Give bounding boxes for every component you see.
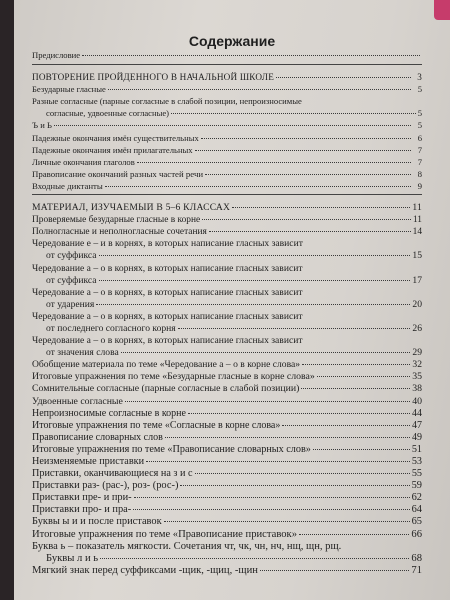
toc-entry-title: МАТЕРИАЛ, ИЗУЧАЕМЫЙ В 5–6 КЛАССАХ bbox=[32, 203, 231, 214]
toc-entry bbox=[32, 83, 422, 95]
leader-dots bbox=[171, 113, 416, 114]
leader-dots bbox=[105, 186, 411, 187]
toc-entry-title: Правописание окончаний разных частей речи bbox=[32, 168, 204, 179]
toc-entry-title: Полногласные и неполногласные сочетания bbox=[32, 227, 207, 238]
toc-page-number: 53 bbox=[411, 456, 422, 467]
toc-entry bbox=[32, 455, 422, 467]
toc-page-number: 5 bbox=[417, 84, 422, 95]
toc-page-number: 5 bbox=[417, 120, 422, 131]
toc-entry-continuation-text: согласные, удвоенные согласные) bbox=[46, 108, 170, 119]
toc-entry-title: Мягкий знак перед суффиксами -щик, -щиц, -щин bbox=[32, 565, 258, 576]
toc-page-number: 65 bbox=[411, 516, 422, 528]
toc-entry-title: Приставки про- и пра- bbox=[32, 505, 132, 516]
toc-page-number: 38 bbox=[412, 383, 422, 395]
toc-entry bbox=[32, 179, 422, 191]
toc-page-number: 59 bbox=[411, 480, 422, 492]
toc-page-number: 11 bbox=[412, 202, 422, 214]
toc-entry-continuation bbox=[32, 250, 422, 262]
toc-entry-title: Проверяемые безударные гласные в корне bbox=[32, 215, 201, 226]
toc-entry-title: Буквы л и ь bbox=[46, 553, 99, 564]
leader-dots bbox=[202, 219, 411, 220]
toc-entry bbox=[32, 468, 422, 480]
toc-page-number: 7 bbox=[417, 144, 422, 155]
leader-dots bbox=[137, 162, 411, 163]
toc-entry bbox=[32, 167, 422, 179]
toc-entry-title: Безударные гласные bbox=[32, 84, 106, 95]
toc-entry-title: Удвоенные согласные bbox=[32, 396, 123, 407]
toc-section-heading bbox=[32, 201, 422, 213]
leader-dots bbox=[205, 174, 411, 175]
toc-entry bbox=[32, 419, 422, 431]
book-page bbox=[14, 0, 450, 600]
leader-dots bbox=[146, 461, 410, 462]
toc-page-number: 71 bbox=[411, 564, 422, 576]
toc-entry-continuation bbox=[32, 107, 422, 119]
toc-entry-title: Входные диктанты bbox=[32, 180, 103, 191]
leader-dots bbox=[317, 376, 410, 377]
toc-entry-title: Итоговые упражнения по теме «Правописание приставок» bbox=[32, 529, 298, 540]
leader-dots bbox=[195, 150, 411, 151]
leader-dots bbox=[299, 534, 409, 535]
toc-page-number: 55 bbox=[411, 468, 422, 480]
toc-page-number: 20 bbox=[412, 298, 422, 310]
leader-dots bbox=[188, 413, 410, 414]
toc-entry-title: Буквы ы и и после приставок bbox=[32, 517, 162, 528]
section-divider bbox=[32, 194, 422, 195]
toc-entry bbox=[32, 407, 422, 419]
leader-dots bbox=[195, 473, 410, 474]
page-tab-marker bbox=[434, 0, 450, 20]
toc-entry bbox=[32, 395, 422, 407]
toc-entry bbox=[32, 492, 422, 504]
toc-page-number: 17 bbox=[412, 274, 422, 286]
toc-entry-title: Чередование а – о в корнях, в которых написание гласных зависит bbox=[32, 287, 303, 298]
toc-entry-continuation bbox=[32, 322, 422, 334]
leader-dots bbox=[302, 364, 410, 365]
toc-entry-title: Чередование а – о в корнях, в которых написание гласных зависит bbox=[32, 263, 303, 274]
toc-page-number: 11 bbox=[412, 215, 422, 226]
leader-dots bbox=[282, 425, 410, 426]
toc-entry bbox=[32, 359, 422, 371]
toc-entry-title: Сомнительные согласные (парные согласные в слабой позиции) bbox=[32, 384, 300, 395]
toc-entry-title: Приставки раз- (рас-), роз- (рос-) bbox=[32, 481, 179, 492]
toc-page-number: 26 bbox=[412, 322, 422, 334]
toc-entry bbox=[32, 564, 422, 576]
toc-entry-title: Обобщение материала по теме «Чередование а – о в корне слова» bbox=[32, 360, 301, 371]
toc-entry bbox=[32, 262, 422, 274]
leader-dots bbox=[180, 485, 409, 486]
leader-dots bbox=[260, 570, 410, 571]
toc-page-number: 68 bbox=[411, 552, 422, 564]
toc-entry bbox=[32, 552, 422, 564]
toc-entry bbox=[32, 516, 422, 528]
toc-entry-title: Ъ и Ь bbox=[32, 120, 52, 131]
toc-entry-title: Чередование а – о в корнях, в которых написание гласных зависит bbox=[32, 336, 303, 347]
leader-dots bbox=[121, 352, 411, 353]
toc-entry bbox=[32, 226, 422, 238]
toc-entry bbox=[32, 431, 422, 443]
toc-entry-title: ПОВТОРЕНИЕ ПРОЙДЕННОГО В НАЧАЛЬНОЙ ШКОЛЕ bbox=[32, 72, 275, 83]
page-title: Содержание bbox=[188, 33, 276, 49]
toc-entry-continuation-text: от последнего согласного корня bbox=[46, 322, 176, 334]
toc-entry bbox=[32, 143, 422, 155]
leader-dots bbox=[82, 55, 420, 56]
leader-dots bbox=[178, 328, 411, 329]
toc-page-number: 15 bbox=[412, 250, 422, 262]
toc-entry-continuation-text: от суффикса bbox=[46, 250, 97, 262]
leader-dots bbox=[125, 401, 410, 402]
toc-entry bbox=[32, 504, 422, 516]
toc-page-number: 5 bbox=[417, 108, 422, 119]
toc-entry-title: Итоговые упражнения по теме «Правописание словарных слов» bbox=[32, 444, 311, 455]
toc-page-number: 7 bbox=[417, 156, 422, 167]
toc-entry-continuation-text: от суффикса bbox=[46, 274, 97, 286]
toc-entry-title: Буква ь – показатель мягкости. Сочетания чт, чк, чн, нч, нщ, щн, рщ. bbox=[32, 541, 342, 552]
toc-page-number: 29 bbox=[412, 347, 422, 359]
toc-entry bbox=[32, 371, 422, 383]
toc-entry-title: Непроизносимые согласные в корне bbox=[32, 408, 186, 419]
toc-entry-title: Итоговые упражнения по теме «Согласные в корне слова» bbox=[32, 420, 281, 431]
leader-dots bbox=[313, 449, 410, 450]
leader-dots bbox=[232, 207, 410, 208]
toc-entry bbox=[32, 443, 422, 455]
toc-entry bbox=[32, 155, 422, 167]
toc-entry-title: Неизменяемые приставки bbox=[32, 457, 145, 467]
leader-dots bbox=[108, 89, 411, 90]
toc-entry bbox=[32, 310, 422, 322]
toc-page-number: 64 bbox=[411, 504, 422, 516]
toc-page-number: 32 bbox=[412, 359, 422, 371]
toc-entry-continuation bbox=[32, 274, 422, 286]
toc-entry bbox=[32, 131, 422, 143]
toc-entry-continuation bbox=[32, 347, 422, 359]
toc-page-number: 66 bbox=[411, 528, 422, 540]
toc-entry bbox=[32, 383, 422, 395]
toc-entry bbox=[32, 214, 422, 226]
toc-entry bbox=[32, 540, 422, 552]
leader-dots bbox=[276, 77, 411, 78]
toc-entry bbox=[32, 95, 422, 107]
toc-entry-title: Предисловие bbox=[32, 50, 81, 60]
toc-page-number: 8 bbox=[417, 168, 422, 179]
table-of-contents bbox=[32, 50, 422, 576]
toc-entry-title: Разные согласные (парные согласные в слабой позиции, непроизносимые bbox=[32, 96, 302, 107]
toc-page-number: 3 bbox=[417, 72, 422, 83]
leader-dots bbox=[165, 437, 410, 438]
leader-dots bbox=[100, 558, 409, 559]
toc-entry-title: Личные окончания глаголов bbox=[32, 156, 135, 167]
toc-page-number: 62 bbox=[411, 492, 422, 504]
leader-dots bbox=[134, 497, 410, 498]
leader-dots bbox=[133, 509, 409, 510]
toc-entry-continuation-text: от значения слова bbox=[46, 347, 119, 359]
toc-entry-title: Итоговые упражнения по теме «Безударные гласные в корне слова» bbox=[32, 372, 315, 383]
toc-entry-title: Падежные окончания имён прилагательных bbox=[32, 144, 193, 155]
leader-dots bbox=[54, 125, 411, 126]
toc-page-number: 40 bbox=[412, 395, 422, 407]
leader-dots bbox=[96, 304, 410, 305]
toc-page-number: 51 bbox=[411, 443, 422, 455]
toc-entry bbox=[32, 119, 422, 131]
toc-entry-title: Приставки, оканчивающиеся на з и с bbox=[32, 469, 193, 480]
toc-entry bbox=[32, 286, 422, 298]
leader-dots bbox=[201, 138, 411, 139]
toc-page-number: 9 bbox=[417, 180, 422, 191]
toc-entry bbox=[32, 50, 422, 61]
leader-dots bbox=[164, 521, 410, 522]
toc-entry-title: Правописание словарных слов bbox=[32, 432, 163, 443]
toc-page-number: 35 bbox=[412, 371, 422, 383]
toc-page-number: 14 bbox=[412, 227, 422, 238]
toc-entry bbox=[32, 334, 422, 346]
toc-section-heading bbox=[32, 71, 422, 83]
toc-page-number: 6 bbox=[417, 132, 422, 143]
section-divider bbox=[32, 64, 422, 65]
toc-page-number: 47 bbox=[412, 419, 422, 431]
leader-dots bbox=[99, 280, 411, 281]
toc-entry bbox=[32, 238, 422, 250]
toc-entry bbox=[32, 528, 422, 540]
toc-entry-title: Приставки пре- и при- bbox=[32, 493, 132, 504]
toc-entry-title: Падежные окончания имён существительных bbox=[32, 132, 199, 143]
toc-page-number: 44 bbox=[412, 407, 422, 419]
toc-entry-continuation bbox=[32, 298, 422, 310]
leader-dots bbox=[301, 388, 410, 389]
toc-page-number: 49 bbox=[412, 431, 422, 443]
toc-entry bbox=[32, 480, 422, 492]
toc-entry-title: Чередование а – о в корнях, в которых написание гласных зависит bbox=[32, 311, 303, 322]
leader-dots bbox=[209, 231, 411, 232]
toc-entry-title: Чередование е – и в корнях, в которых написание гласных зависит bbox=[32, 239, 303, 250]
toc-entry-continuation-text: от ударения bbox=[46, 298, 95, 310]
leader-dots bbox=[99, 255, 411, 256]
